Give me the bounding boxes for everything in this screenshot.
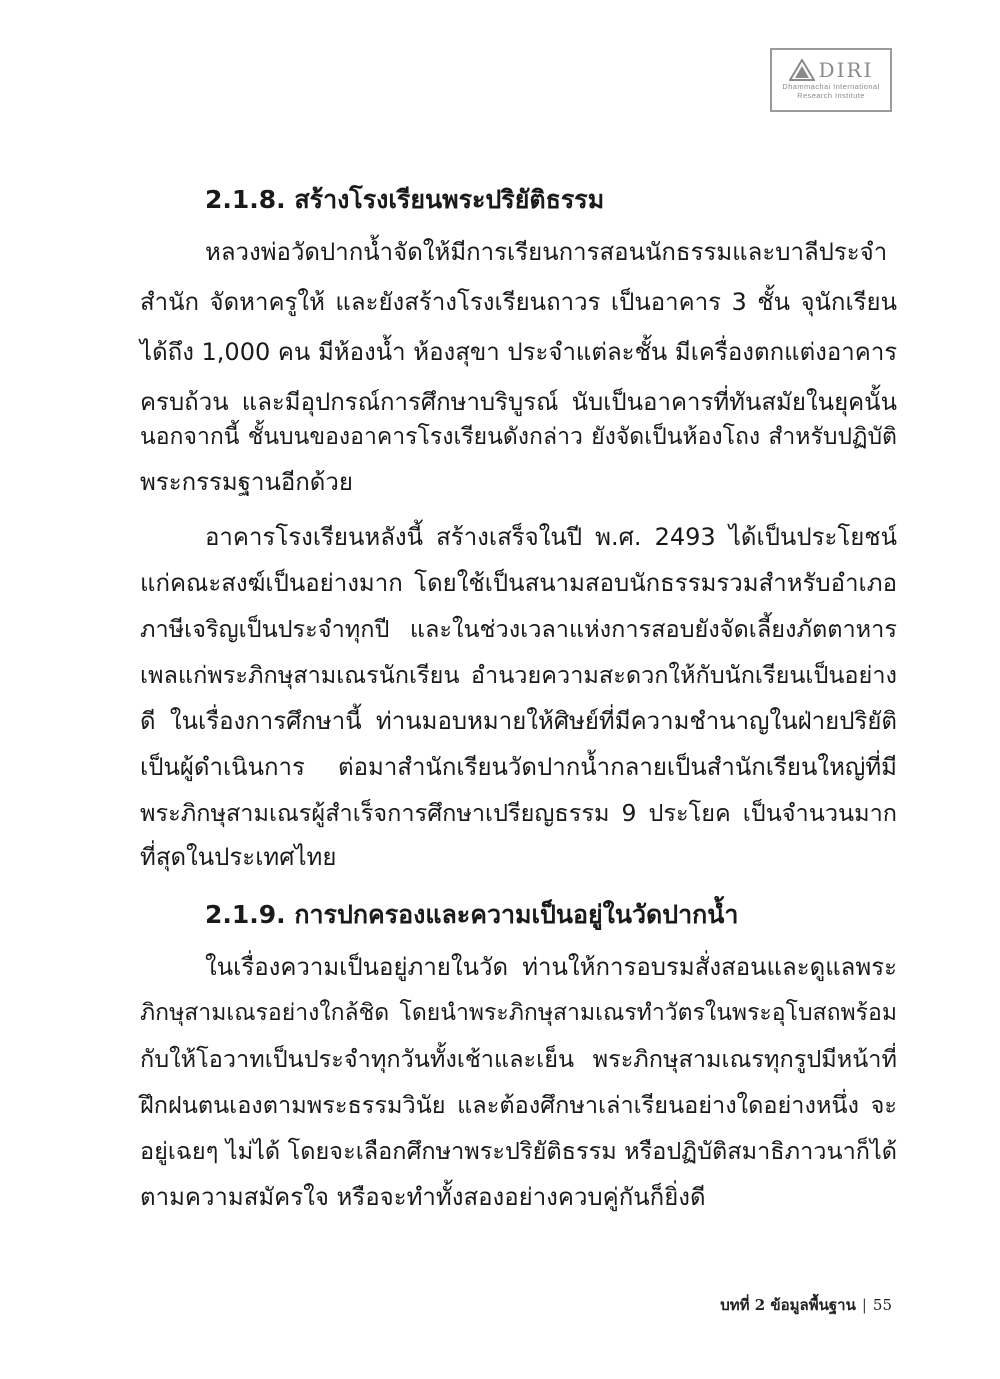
- text-line: พระกรรมฐานอีกด้วย: [140, 468, 353, 496]
- text-line: พระภิกษุสามเณรผู้สำเร็จการศึกษาเปรียญธรรม 9 ประโยค เป็นจำนวนมาก: [140, 799, 897, 827]
- diri-triangle-icon: [789, 59, 815, 81]
- page-footer: [720, 1293, 892, 1317]
- text-line: แก่คณะสงฆ์เป็นอย่างมาก โดยใช้เป็นสนามสอบนักธรรมรวมสำหรับอำเภอ: [140, 569, 897, 597]
- text-line: ในเรื่องความเป็นอยู่ภายในวัด ท่านให้การอบรมสั่งสอนและดูแลพระ: [205, 953, 897, 981]
- text-line: เป็นผู้ดำเนินการ ต่อมาสำนักเรียนวัดปากน้ำกลายเป็นสำนักเรียนใหญ่ที่มี: [140, 753, 897, 781]
- text-line: หลวงพ่อวัดปากน้ำจัดให้มีการเรียนการสอนนักธรรมและบาลีประจำ: [205, 238, 888, 266]
- text-line: ได้ถึง 1,000 คน มีห้องน้ำ ห้องสุขา ประจำแต่ละชั้น มีเครื่องตกแต่งอาคาร: [140, 338, 898, 366]
- text-line: ที่สุดในประเทศไทย: [140, 843, 337, 871]
- text-line: อาคารโรงเรียนหลังนี้ สร้างเสร็จในปี พ.ศ. 2493 ได้เป็นประโยชน์: [205, 523, 897, 551]
- text-line: นอกจากนี้ ชั้นบนของอาคารโรงเรียนดังกล่าว ยังจัดเป็นห้องโถง สำหรับปฏิบัติ: [140, 424, 897, 450]
- logo-name: DIRI: [818, 58, 874, 82]
- text-line: กับให้โอวาทเป็นประจำทุกวันทั้งเช้าและเย็น พระภิกษุสามเณรทุกรูปมีหน้าที่: [140, 1045, 897, 1073]
- text-line: ตามความสมัครใจ หรือจะทำทั้งสองอย่างควบคู่กันก็ยิ่งดี: [140, 1183, 706, 1211]
- text-line: ภาษีเจริญเป็นประจำทุกปี และในช่วงเวลาแห่งการสอบยังจัดเลี้ยงภัตตาหาร: [140, 615, 897, 643]
- page-number: 55: [872, 1296, 892, 1314]
- text-line: ดี ในเรื่องการศึกษานี้ ท่านมอบหมายให้ศิษย์ที่มีความชำนาญในฝ่ายปริยัติ: [140, 707, 897, 735]
- text-line: ภิกษุสามเณรอย่างใกล้ชิด โดยนำพระภิกษุสามเณรทำวัตรในพระอุโบสถพร้อม: [140, 1000, 897, 1026]
- text-line: ฝึกฝนตนเองตามพระธรรมวินัย และต้องศึกษาเล่าเรียนอย่างใดอย่างหนึ่ง จะ: [140, 1091, 897, 1119]
- diri-logo: [770, 48, 892, 112]
- text-line: อยู่เฉยๆ ไม่ได้ โดยจะเลือกศึกษาพระปริยัติธรรม หรือปฏิบัติสมาธิภาวนาก็ได้: [140, 1137, 898, 1165]
- text-line: ครบถ้วน และมีอุปกรณ์การศึกษาบริบูรณ์ นับเป็นอาคารที่ทันสมัยในยุคนั้น: [140, 388, 897, 416]
- logo-subtitle-1: Dhammachai International: [782, 82, 880, 91]
- chapter-title: บทที่ 2 ข้อมูลพื้นฐาน: [720, 1296, 856, 1314]
- section-heading: 2.1.8. สร้างโรงเรียนพระปริยัติธรรม: [205, 185, 605, 214]
- section-heading: 2.1.9. การปกครองและความเป็นอยู่ในวัดปากน้ำ: [205, 900, 739, 929]
- text-line: เพลแก่พระภิกษุสามเณรนักเรียน อำนวยความสะดวกให้กับนักเรียนเป็นอย่าง: [140, 661, 897, 689]
- text-line: สำนัก จัดหาครูให้ และยังสร้างโรงเรียนถาวร เป็นอาคาร 3 ชั้น จุนักเรียน: [140, 288, 897, 316]
- logo-subtitle-2: Research Institute: [797, 91, 865, 100]
- footer-separator: |: [861, 1296, 867, 1314]
